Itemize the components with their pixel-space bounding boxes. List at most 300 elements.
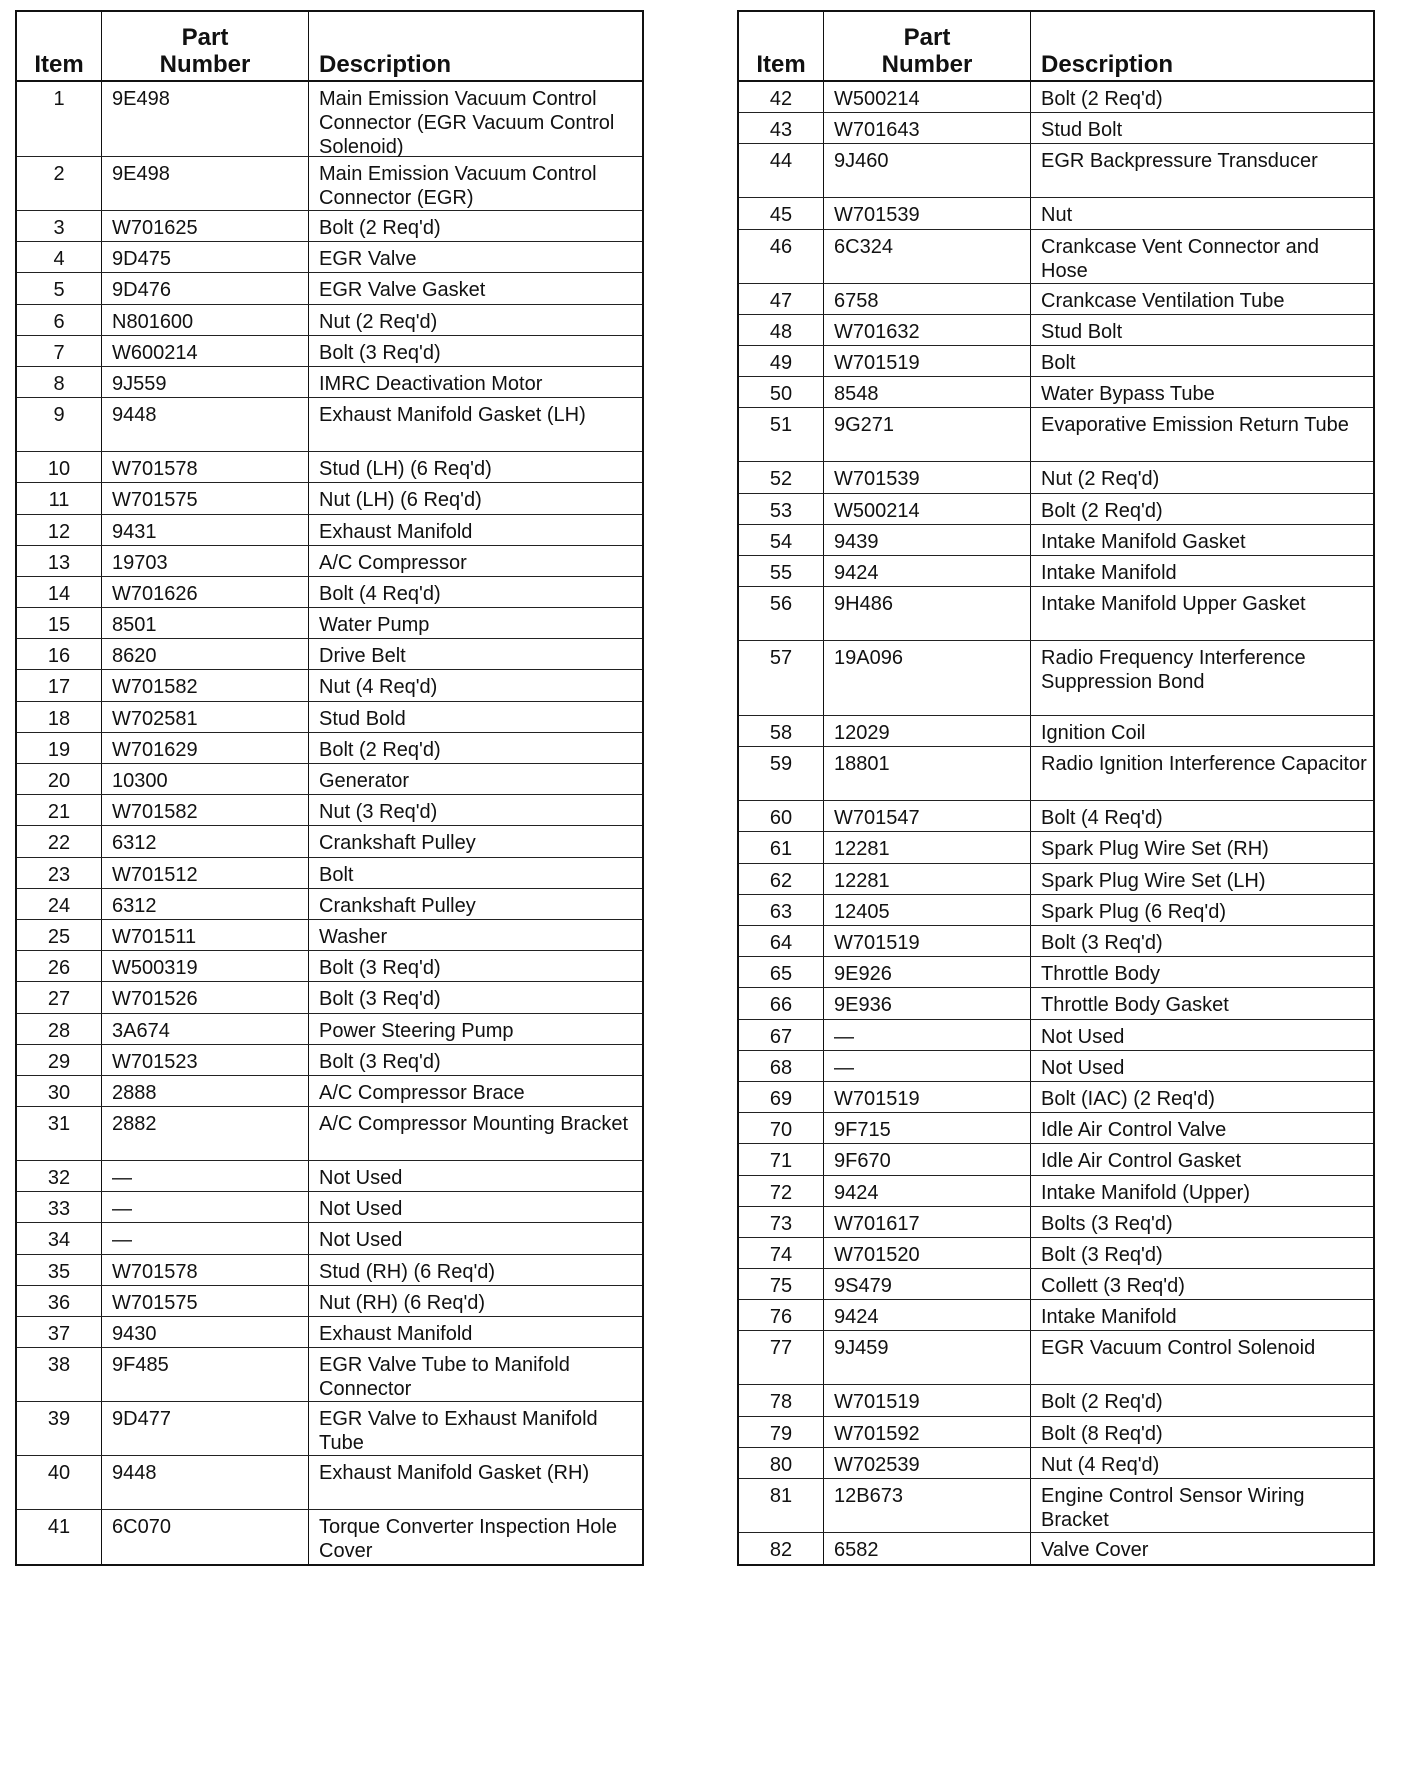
part-number-cell: 12B673 xyxy=(824,1479,1031,1532)
table-row xyxy=(739,895,1373,926)
part-header-line2: Number xyxy=(159,51,251,78)
part-number-column-header xyxy=(824,12,1031,80)
item-cell: 7 xyxy=(17,336,102,366)
description-cell: Torque Converter Inspection Hole Cover xyxy=(319,1516,617,1563)
item-cell: 34 xyxy=(17,1223,102,1253)
item-cell: 77 xyxy=(739,1331,824,1384)
table-row xyxy=(17,398,642,452)
item-column-header: Item xyxy=(17,12,102,80)
description-cell: Bolt (2 Req'd) xyxy=(1041,1391,1163,1414)
table-row xyxy=(739,1020,1373,1051)
part-number-cell: 9J559 xyxy=(102,367,309,397)
part-number-cell: 12029 xyxy=(824,716,1031,746)
part-number-cell: W701629 xyxy=(102,733,309,763)
item-cell: 35 xyxy=(17,1255,102,1285)
item-cell: 40 xyxy=(17,1456,102,1509)
table-row xyxy=(17,764,642,795)
table-row xyxy=(17,1510,642,1564)
description-column-header: Description xyxy=(319,51,452,78)
description-cell: Spark Plug (6 Req'd) xyxy=(1041,900,1227,923)
part-number-cell: W600214 xyxy=(102,336,309,366)
part-number-cell: W701575 xyxy=(102,483,309,513)
description-cell: Intake Manifold (Upper) xyxy=(1041,1181,1250,1204)
item-cell: 5 xyxy=(17,273,102,303)
item-cell: 29 xyxy=(17,1045,102,1075)
item-cell: 13 xyxy=(17,546,102,576)
description-cell: Nut (3 Req'd) xyxy=(319,801,438,824)
item-cell: 79 xyxy=(739,1417,824,1447)
part-number-cell: 9424 xyxy=(824,1176,1031,1206)
description-cell: Bolt (IAC) (2 Req'd) xyxy=(1041,1087,1215,1110)
item-cell: 11 xyxy=(17,483,102,513)
description-cell: Bolt (8 Req'd) xyxy=(1041,1422,1163,1445)
part-header-line1: Part xyxy=(903,24,951,51)
item-cell: 20 xyxy=(17,764,102,794)
item-cell: 61 xyxy=(739,832,824,862)
item-cell: 52 xyxy=(739,462,824,492)
table-row xyxy=(739,408,1373,462)
part-number-cell: W701625 xyxy=(102,211,309,241)
item-cell: 74 xyxy=(739,1238,824,1268)
table-row xyxy=(17,920,642,951)
table-row xyxy=(739,556,1373,587)
description-cell: Throttle Body Gasket xyxy=(1041,994,1229,1017)
part-number-cell: W701578 xyxy=(102,452,309,482)
description-cell: Throttle Body xyxy=(1041,963,1160,986)
description-cell: Exhaust Manifold Gasket (RH) xyxy=(319,1462,590,1485)
item-cell: 70 xyxy=(739,1113,824,1143)
item-cell: 47 xyxy=(739,284,824,314)
description-cell: Exhaust Manifold xyxy=(319,1323,473,1345)
table-row xyxy=(17,273,642,304)
description-cell: Spark Plug Wire Set (RH) xyxy=(1041,838,1269,861)
part-number-cell: 9F485 xyxy=(102,1348,309,1401)
part-number-cell: 9D476 xyxy=(102,273,309,303)
part-number-cell: W701592 xyxy=(824,1417,1031,1447)
table-row xyxy=(17,211,642,242)
table-row xyxy=(17,733,642,764)
part-number-cell: 6758 xyxy=(824,284,1031,314)
table-row xyxy=(17,305,642,336)
part-number-cell: 9431 xyxy=(102,515,309,545)
item-cell: 78 xyxy=(739,1385,824,1415)
table-row xyxy=(17,452,642,483)
table-row xyxy=(739,346,1373,377)
description-cell: Crankshaft Pulley xyxy=(319,894,476,917)
description-cell: Radio Ignition Interference Capacitor xyxy=(1041,753,1367,776)
part-number-cell: W701539 xyxy=(824,462,1031,492)
item-cell: 18 xyxy=(17,702,102,732)
part-number-cell: — xyxy=(824,1020,1031,1050)
table-row xyxy=(17,795,642,826)
item-cell: 36 xyxy=(17,1286,102,1316)
item-cell: 43 xyxy=(739,113,824,143)
part-number-cell: — xyxy=(824,1051,1031,1081)
description-cell: Not Used xyxy=(1041,1025,1125,1048)
table-row xyxy=(739,1331,1373,1385)
table-row xyxy=(739,747,1373,801)
part-number-cell: 9448 xyxy=(102,1456,309,1509)
part-number-cell: 12281 xyxy=(824,832,1031,862)
item-cell: 2 xyxy=(17,157,102,210)
table-row xyxy=(17,858,642,889)
description-cell: Bolt (4 Req'd) xyxy=(1041,807,1163,830)
description-cell: Stud Bold xyxy=(319,707,406,730)
description-cell: EGR Backpressure Transducer xyxy=(1041,150,1318,173)
item-cell: 45 xyxy=(739,198,824,228)
part-number-cell: W702581 xyxy=(102,702,309,732)
table-row xyxy=(739,641,1373,716)
part-number-cell: N801600 xyxy=(102,305,309,335)
item-cell: 50 xyxy=(739,377,824,407)
part-number-cell: W701575 xyxy=(102,1286,309,1316)
item-cell: 44 xyxy=(739,144,824,197)
part-number-cell: 9430 xyxy=(102,1317,309,1347)
description-cell: Idle Air Control Valve xyxy=(1041,1119,1227,1142)
part-header-line1: Part xyxy=(181,24,229,51)
description-cell: Bolt xyxy=(1041,351,1076,374)
item-cell: 80 xyxy=(739,1448,824,1478)
item-cell: 14 xyxy=(17,577,102,607)
description-cell: Nut (2 Req'd) xyxy=(1041,468,1160,491)
item-cell: 59 xyxy=(739,747,824,800)
description-cell: Crankcase Ventilation Tube xyxy=(1041,289,1285,312)
table-row xyxy=(17,82,642,157)
table-row xyxy=(739,494,1373,525)
part-number-cell: 18801 xyxy=(824,747,1031,800)
item-cell: 21 xyxy=(17,795,102,825)
part-number-cell: 9E498 xyxy=(102,157,309,210)
part-number-cell: 6582 xyxy=(824,1533,1031,1564)
part-number-cell: 6C070 xyxy=(102,1510,309,1564)
table-row xyxy=(739,1144,1373,1175)
part-header-line2: Number xyxy=(881,51,973,78)
item-cell: 33 xyxy=(17,1192,102,1222)
item-cell: 19 xyxy=(17,733,102,763)
description-cell: Not Used xyxy=(1041,1056,1125,1079)
table-row xyxy=(17,336,642,367)
part-number-cell: — xyxy=(102,1192,309,1222)
description-cell: Stud Bolt xyxy=(1041,119,1123,142)
table-row xyxy=(739,988,1373,1019)
table-row xyxy=(17,1317,642,1348)
table-row xyxy=(17,608,642,639)
description-cell: Bolt (3 Req'd) xyxy=(319,341,441,364)
part-number-cell: 10300 xyxy=(102,764,309,794)
description-cell: Intake Manifold Gasket xyxy=(1041,530,1246,553)
table-row xyxy=(17,1161,642,1192)
part-number-cell: 8620 xyxy=(102,639,309,669)
table-row xyxy=(739,926,1373,957)
table-row xyxy=(739,1533,1373,1564)
item-cell: 62 xyxy=(739,864,824,894)
description-cell: Bolt (2 Req'd) xyxy=(319,738,441,761)
part-number-cell: — xyxy=(102,1223,309,1253)
item-cell: 4 xyxy=(17,242,102,272)
description-cell: EGR Valve Gasket xyxy=(319,279,486,302)
description-cell: EGR Valve Tube to Manifold Connector xyxy=(319,1354,570,1401)
item-cell: 15 xyxy=(17,608,102,638)
part-number-cell: 19703 xyxy=(102,546,309,576)
table-row xyxy=(17,982,642,1013)
description-cell: Exhaust Manifold xyxy=(319,520,473,543)
item-column-header: Item xyxy=(739,12,824,80)
table-row xyxy=(17,639,642,670)
part-number-cell: W701582 xyxy=(102,670,309,700)
part-number-cell: 9448 xyxy=(102,398,309,451)
description-cell: Crankshaft Pulley xyxy=(319,832,476,855)
part-number-column-header xyxy=(102,12,309,80)
table-row xyxy=(17,670,642,701)
table-row xyxy=(739,144,1373,198)
description-cell: Stud (RH) (6 Req'd) xyxy=(319,1260,496,1283)
part-number-cell: W701523 xyxy=(102,1045,309,1075)
part-number-cell: 2882 xyxy=(102,1107,309,1160)
description-cell: Nut (4 Req'd) xyxy=(319,676,438,699)
table-row xyxy=(739,1113,1373,1144)
table-row xyxy=(739,864,1373,895)
part-number-cell: 9J459 xyxy=(824,1331,1031,1384)
part-number-cell: W701519 xyxy=(824,926,1031,956)
table-row xyxy=(739,1207,1373,1238)
part-number-cell: W701519 xyxy=(824,1082,1031,1112)
table-row xyxy=(739,113,1373,144)
item-cell: 3 xyxy=(17,211,102,241)
part-number-cell: 9439 xyxy=(824,525,1031,555)
item-cell: 28 xyxy=(17,1014,102,1044)
table-row xyxy=(739,1082,1373,1113)
item-cell: 58 xyxy=(739,716,824,746)
description-cell: A/C Compressor xyxy=(319,551,467,574)
table-row xyxy=(17,1255,642,1286)
part-number-cell: W701512 xyxy=(102,858,309,888)
description-cell: Crankcase Vent Connector and Hose xyxy=(1041,235,1319,282)
item-cell: 17 xyxy=(17,670,102,700)
table-row xyxy=(17,702,642,733)
description-cell: Not Used xyxy=(319,1198,403,1221)
description-cell: Ignition Coil xyxy=(1041,722,1146,745)
item-cell: 76 xyxy=(739,1300,824,1330)
part-number-cell: 9H486 xyxy=(824,587,1031,640)
description-column-header: Description xyxy=(1041,51,1174,78)
item-cell: 16 xyxy=(17,639,102,669)
part-number-cell: W500319 xyxy=(102,951,309,981)
item-cell: 8 xyxy=(17,367,102,397)
table-row xyxy=(17,951,642,982)
table-row xyxy=(739,1269,1373,1300)
item-cell: 37 xyxy=(17,1317,102,1347)
description-cell: EGR Valve xyxy=(319,248,417,271)
description-cell: Water Pump xyxy=(319,614,430,637)
item-cell: 30 xyxy=(17,1076,102,1106)
item-cell: 46 xyxy=(739,230,824,283)
item-cell: 27 xyxy=(17,982,102,1012)
table-header xyxy=(739,12,1373,82)
item-cell: 25 xyxy=(17,920,102,950)
item-cell: 49 xyxy=(739,346,824,376)
description-cell: Nut (4 Req'd) xyxy=(1041,1453,1160,1476)
item-cell: 64 xyxy=(739,926,824,956)
table-row xyxy=(739,587,1373,641)
table-row xyxy=(17,1107,642,1161)
item-cell: 23 xyxy=(17,858,102,888)
description-cell: Bolt (2 Req'd) xyxy=(1041,499,1163,522)
description-cell: IMRC Deactivation Motor xyxy=(319,372,543,395)
part-number-cell: 2888 xyxy=(102,1076,309,1106)
table-row xyxy=(17,826,642,857)
item-cell: 65 xyxy=(739,957,824,987)
table-row xyxy=(17,157,642,211)
description-cell: Exhaust Manifold Gasket (LH) xyxy=(319,404,586,427)
part-number-cell: W701632 xyxy=(824,315,1031,345)
description-cell: Generator xyxy=(319,770,410,792)
item-cell: 75 xyxy=(739,1269,824,1299)
description-cell: Power Steering Pump xyxy=(319,1019,514,1042)
description-cell: Washer xyxy=(319,925,388,948)
description-cell: Water Bypass Tube xyxy=(1041,383,1215,406)
item-cell: 48 xyxy=(739,315,824,345)
part-number-cell: W701547 xyxy=(824,801,1031,831)
part-number-cell: 9G271 xyxy=(824,408,1031,461)
table-row xyxy=(17,1076,642,1107)
description-cell: Intake Manifold xyxy=(1041,561,1177,584)
item-cell: 82 xyxy=(739,1533,824,1564)
part-number-cell: 9J460 xyxy=(824,144,1031,197)
part-number-cell: — xyxy=(102,1161,309,1191)
table-row xyxy=(17,1223,642,1254)
table-row xyxy=(739,1051,1373,1082)
description-cell: Main Emission Vacuum Control Connector (EGR Vacuum Control Solenoid) xyxy=(319,88,615,158)
table-row xyxy=(17,1045,642,1076)
part-number-cell: W701519 xyxy=(824,1385,1031,1415)
part-number-cell: W500214 xyxy=(824,494,1031,524)
part-number-cell: 6312 xyxy=(102,889,309,919)
table-row xyxy=(739,1176,1373,1207)
table-row xyxy=(17,1456,642,1510)
part-number-cell: 3A674 xyxy=(102,1014,309,1044)
description-cell: Bolt (3 Req'd) xyxy=(319,1050,441,1073)
part-number-cell: 9F715 xyxy=(824,1113,1031,1143)
item-cell: 24 xyxy=(17,889,102,919)
table-row xyxy=(739,1448,1373,1479)
part-number-cell: 9D475 xyxy=(102,242,309,272)
parts-table-left xyxy=(15,10,644,1566)
part-number-cell: 6312 xyxy=(102,826,309,856)
description-cell: Nut (2 Req'd) xyxy=(319,310,438,333)
table-row xyxy=(17,1014,642,1045)
description-cell: Collett (3 Req'd) xyxy=(1041,1275,1185,1298)
description-cell: Bolt (3 Req'd) xyxy=(319,988,441,1011)
item-cell: 71 xyxy=(739,1144,824,1174)
item-cell: 69 xyxy=(739,1082,824,1112)
description-cell: Not Used xyxy=(319,1167,403,1190)
item-cell: 67 xyxy=(739,1020,824,1050)
item-cell: 38 xyxy=(17,1348,102,1401)
item-cell: 6 xyxy=(17,305,102,335)
description-cell: Nut xyxy=(1041,204,1073,227)
table-row xyxy=(739,1385,1373,1416)
table-row xyxy=(739,82,1373,113)
table-row xyxy=(739,1479,1373,1533)
item-cell: 22 xyxy=(17,826,102,856)
part-number-cell: 9E926 xyxy=(824,957,1031,987)
part-number-cell: W701626 xyxy=(102,577,309,607)
item-cell: 68 xyxy=(739,1051,824,1081)
table-row xyxy=(739,230,1373,284)
description-cell: Nut (LH) (6 Req'd) xyxy=(319,489,482,512)
parts-table-right xyxy=(737,10,1375,1566)
part-number-cell: 9424 xyxy=(824,1300,1031,1330)
item-cell: 66 xyxy=(739,988,824,1018)
part-number-cell: W702539 xyxy=(824,1448,1031,1478)
table-row xyxy=(17,1286,642,1317)
description-cell: Bolt (2 Req'd) xyxy=(319,217,441,239)
table-row xyxy=(739,1417,1373,1448)
table-row xyxy=(739,377,1373,408)
part-number-cell: 8501 xyxy=(102,608,309,638)
item-cell: 39 xyxy=(17,1402,102,1455)
part-number-cell: W701519 xyxy=(824,346,1031,376)
table-row xyxy=(739,716,1373,747)
table-row xyxy=(739,801,1373,832)
part-number-cell: 9F670 xyxy=(824,1144,1031,1174)
part-number-cell: W701617 xyxy=(824,1207,1031,1237)
table-row xyxy=(17,1402,642,1456)
item-cell: 54 xyxy=(739,525,824,555)
description-cell: Bolt xyxy=(319,863,354,886)
part-number-cell: W701520 xyxy=(824,1238,1031,1268)
description-cell: Stud (LH) (6 Req'd) xyxy=(319,458,492,481)
table-row xyxy=(739,525,1373,556)
description-cell: Evaporative Emission Return Tube xyxy=(1041,414,1349,437)
item-cell: 63 xyxy=(739,895,824,925)
table-body xyxy=(17,82,642,1564)
description-cell: Main Emission Vacuum Control Connector (EGR) xyxy=(319,163,597,209)
item-cell: 60 xyxy=(739,801,824,831)
table-row xyxy=(17,515,642,546)
part-number-cell: W701578 xyxy=(102,1255,309,1285)
item-cell: 42 xyxy=(739,82,824,112)
table-row xyxy=(17,367,642,398)
item-cell: 26 xyxy=(17,951,102,981)
item-cell: 72 xyxy=(739,1176,824,1206)
item-cell: 41 xyxy=(17,1510,102,1564)
item-cell: 51 xyxy=(739,408,824,461)
item-cell: 81 xyxy=(739,1479,824,1532)
part-number-cell: W701511 xyxy=(102,920,309,950)
table-row xyxy=(17,1192,642,1223)
description-cell: Engine Control Sensor Wiring Bracket xyxy=(1041,1485,1305,1531)
description-cell: A/C Compressor Brace xyxy=(319,1081,525,1104)
description-cell: Bolt (4 Req'd) xyxy=(319,582,441,605)
item-cell: 55 xyxy=(739,556,824,586)
description-cell: Intake Manifold Upper Gasket xyxy=(1041,593,1306,616)
description-cell: Radio Frequency Interference Suppression Bond xyxy=(1041,647,1306,694)
table-body xyxy=(739,82,1373,1564)
table-row xyxy=(17,546,642,577)
description-cell: Spark Plug Wire Set (LH) xyxy=(1041,869,1266,892)
table-row xyxy=(17,242,642,273)
item-cell: 31 xyxy=(17,1107,102,1160)
item-cell: 9 xyxy=(17,398,102,451)
item-cell: 56 xyxy=(739,587,824,640)
part-number-cell: 12281 xyxy=(824,864,1031,894)
description-cell: EGR Valve to Exhaust Manifold Tube xyxy=(319,1408,598,1455)
part-number-cell: W701582 xyxy=(102,795,309,825)
description-cell: Bolt (3 Req'd) xyxy=(319,957,441,980)
item-cell: 73 xyxy=(739,1207,824,1237)
part-number-cell: W500214 xyxy=(824,82,1031,112)
